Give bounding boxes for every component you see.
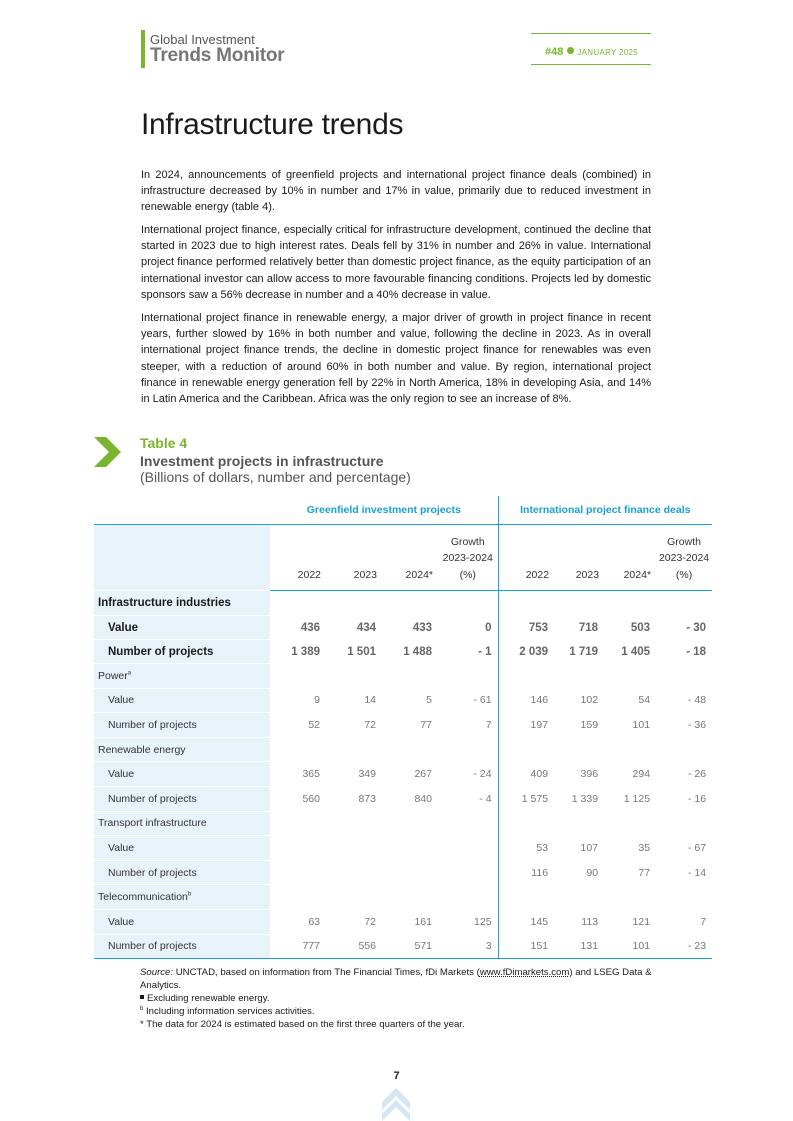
table-cell: 107	[580, 841, 599, 854]
row-label: Number of projects	[94, 860, 270, 885]
table-cell: - 48	[687, 694, 707, 707]
table-cell: 197	[530, 718, 549, 731]
col-2024: 2024*	[604, 525, 656, 591]
source-note: Source: UNCTAD, based on information from The Financial Times, fDi Markets (www.fDimarkets.com) and LSEG Data & Analytics.	[140, 967, 652, 991]
paragraph-2: International project finance, especially critical for infrastructure development, continued the decline that started in 2023 due to high interest rates. Deals fell by 31% in number and 26% in value. International project finance performed relatively better than domestic project finance, as the equity participation of an international investor can allow access to more favourable financing conditions. Projects led by domestic sponsors saw a 56% decrease in number and a 40% decrease in value.	[141, 224, 651, 301]
table-cell	[270, 860, 326, 885]
table-cell: 116	[531, 866, 549, 879]
table-label: Table 4	[140, 435, 188, 451]
table-cell	[382, 860, 438, 885]
table-cell: 9	[314, 694, 320, 707]
row-label: Number of projects	[94, 934, 270, 959]
table-cell: 396	[580, 768, 599, 781]
col-2022: 2022	[498, 525, 554, 591]
table-row	[94, 664, 712, 689]
brand-line-2: Trends Monitor	[150, 45, 285, 66]
table-cell: - 30	[686, 621, 707, 634]
table-cell: - 36	[687, 718, 707, 731]
page-title: Infrastructure trends	[141, 108, 404, 141]
table-cell: 753	[528, 621, 549, 634]
table-cell: 113	[581, 915, 599, 928]
table-cell: - 14	[687, 866, 707, 879]
table-cell: - 23	[656, 934, 712, 959]
table-row	[94, 713, 712, 738]
table-row	[94, 909, 712, 934]
table-row	[94, 860, 712, 885]
table-cell: - 67	[687, 841, 707, 854]
row-label: Value	[94, 688, 270, 713]
table-cell: 349	[358, 768, 376, 781]
table-cell: 159	[580, 718, 599, 731]
table-cell: 5	[426, 694, 432, 707]
table-notes	[140, 966, 655, 1031]
table-cell: 72	[364, 915, 376, 928]
table-cell: 102	[580, 694, 599, 707]
table-cell: 1 488	[403, 645, 432, 658]
table-cell	[326, 860, 382, 885]
table-cell: 1 339	[571, 792, 599, 805]
header-label-cell	[94, 525, 270, 591]
table-cell	[438, 836, 498, 861]
table-cell: 161	[414, 915, 432, 928]
table-cell: 1 125	[623, 792, 651, 805]
table-cell: 840	[414, 792, 432, 805]
col-growth: Growth 2023-2024 (%)	[438, 525, 498, 591]
table-cell: 145	[530, 915, 549, 928]
table-cell: 121	[632, 915, 651, 928]
table-cell	[270, 836, 326, 861]
row-label: Value	[94, 909, 270, 934]
col-growth: Growth 2023-2024 (%)	[656, 525, 712, 591]
col-2023: 2023	[554, 525, 604, 591]
note-a: Excluding renewable energy.	[140, 992, 655, 1005]
table-subtitle: (Billions of dollars, number and percentage)	[140, 469, 411, 485]
row-label: Number of projects	[94, 713, 270, 738]
table-cell	[326, 836, 382, 861]
square-bullet-icon	[140, 995, 144, 999]
note-b: $^b$ Including information services activities.	[140, 1005, 315, 1017]
table-cell: 267	[414, 768, 432, 781]
table-cell: 151	[498, 934, 554, 959]
table-cell: - 1	[438, 640, 498, 664]
table-row	[94, 786, 712, 811]
table-cell: 125	[438, 909, 498, 934]
table-cell: 2 039	[519, 645, 549, 658]
chevron-right-icon	[94, 437, 122, 467]
table-cell: 0	[438, 616, 498, 640]
dot-icon	[567, 47, 574, 54]
table-cell: 1 575	[521, 792, 549, 805]
table-cell: 63	[308, 915, 320, 928]
issue-number: #48	[545, 46, 564, 58]
table-cell: 503	[630, 621, 651, 634]
table-cell: 146	[530, 694, 549, 707]
table-row	[94, 616, 712, 640]
table-cell: 571	[382, 934, 438, 959]
row-label: Number of projects	[94, 786, 270, 811]
table-cell: - 4	[438, 786, 498, 811]
table-cell: 7	[438, 713, 498, 738]
row-label: Value	[94, 762, 270, 787]
table-cell: 873	[358, 792, 376, 805]
table-row	[94, 934, 712, 959]
table-cell: 72	[364, 718, 376, 731]
category-label: Renewable energy	[94, 737, 270, 762]
group-header-greenfield: Greenfield investment projects	[270, 496, 498, 525]
category-label: Power$^a$	[94, 664, 270, 689]
table-row	[94, 688, 712, 713]
row-label: Value	[94, 616, 270, 640]
row-label: Number of projects	[94, 640, 270, 664]
paragraph-3: International project finance in renewable energy, a major driver of growth in project finance in recent years, further slowed by 16% in both number and value, following the decline in 2023. As in overall international project finance trends, the decline in domestic project finance for renewables was even steeper, with a reduction of around 60% in both number and value. By region, international project finance in renewable energy generation fell by 22% in North America, 18% in developing Asia, and 14% in Latin America and the Caribbean. Africa was the only region to see an increase of 8%.	[141, 312, 651, 406]
brand-accent-bar	[141, 30, 145, 68]
table-cell: 52	[308, 718, 320, 731]
table-row	[94, 591, 712, 616]
paragraph-1: In 2024, announcements of greenfield projects and international project finance deals (combined) in infrastructure decreased by 10% in number and 17% in value, primarily due to reduced investment in renewable energy (table 4).	[141, 169, 651, 214]
table-cell: 556	[326, 934, 382, 959]
issue-date: JANUARY 2025	[577, 48, 639, 57]
table-cell: 718	[578, 621, 599, 634]
table-cell: 1 389	[291, 645, 320, 658]
source-link[interactable]: www.fDimarkets.com	[479, 967, 570, 978]
table-cell: 54	[638, 694, 651, 707]
table-row	[94, 737, 712, 762]
col-2024: 2024*	[382, 525, 438, 591]
infrastructure-table	[94, 496, 712, 959]
table-cell: 101	[604, 934, 656, 959]
table-cell: - 18	[686, 645, 707, 658]
table-cell	[382, 836, 438, 861]
table-cell: 294	[632, 768, 651, 781]
table-cell: 90	[586, 866, 599, 879]
table-cell: 777	[270, 934, 326, 959]
table-cell: 131	[554, 934, 604, 959]
table-cell: 3	[438, 934, 498, 959]
table-title: Investment projects in infrastructure	[140, 453, 384, 469]
issue-box	[531, 33, 651, 65]
table-cell	[438, 860, 498, 885]
table-cell: 434	[356, 621, 376, 634]
chevron-up-icon[interactable]	[382, 1088, 410, 1121]
category-label: Telecommunication$^b$	[94, 885, 270, 910]
table-cell: 1 405	[621, 645, 651, 658]
table-row	[94, 836, 712, 861]
page-number: 7	[393, 1070, 400, 1082]
table-row	[94, 640, 712, 664]
row-label: Value	[94, 836, 270, 861]
table-cell: - 24	[438, 762, 498, 787]
table-cell: - 26	[687, 768, 707, 781]
col-2022: 2022	[270, 525, 326, 591]
table-cell: 77	[420, 718, 432, 731]
table-cell: 14	[364, 694, 376, 707]
brand-line-1: Global Investment	[150, 32, 255, 47]
table-cell: 560	[302, 792, 320, 805]
table-cell: 77	[638, 866, 651, 879]
section-label: Infrastructure industries	[94, 591, 270, 616]
table-cell: 365	[302, 768, 320, 781]
table-cell: 409	[530, 768, 549, 781]
table-row	[94, 885, 712, 910]
table-row	[94, 811, 712, 836]
table-cell: 1 501	[347, 645, 376, 658]
table-cell: - 61	[438, 688, 498, 713]
table-cell: 35	[638, 841, 651, 854]
category-label: Transport infrastructure	[94, 811, 270, 836]
table-cell: 7	[700, 915, 707, 928]
table-row	[94, 762, 712, 787]
table-cell: 53	[536, 841, 549, 854]
table-cell: - 16	[687, 792, 707, 805]
table-cell: 101	[632, 718, 651, 731]
col-2023: 2023	[326, 525, 382, 591]
table-cell: 436	[300, 621, 320, 634]
note-star: * The data for 2024 is estimated based on the first three quarters of the year.	[140, 1019, 465, 1030]
group-header-finance: International project finance deals	[520, 504, 691, 516]
table-cell: 433	[412, 621, 432, 634]
table-cell: 1 719	[569, 645, 599, 658]
